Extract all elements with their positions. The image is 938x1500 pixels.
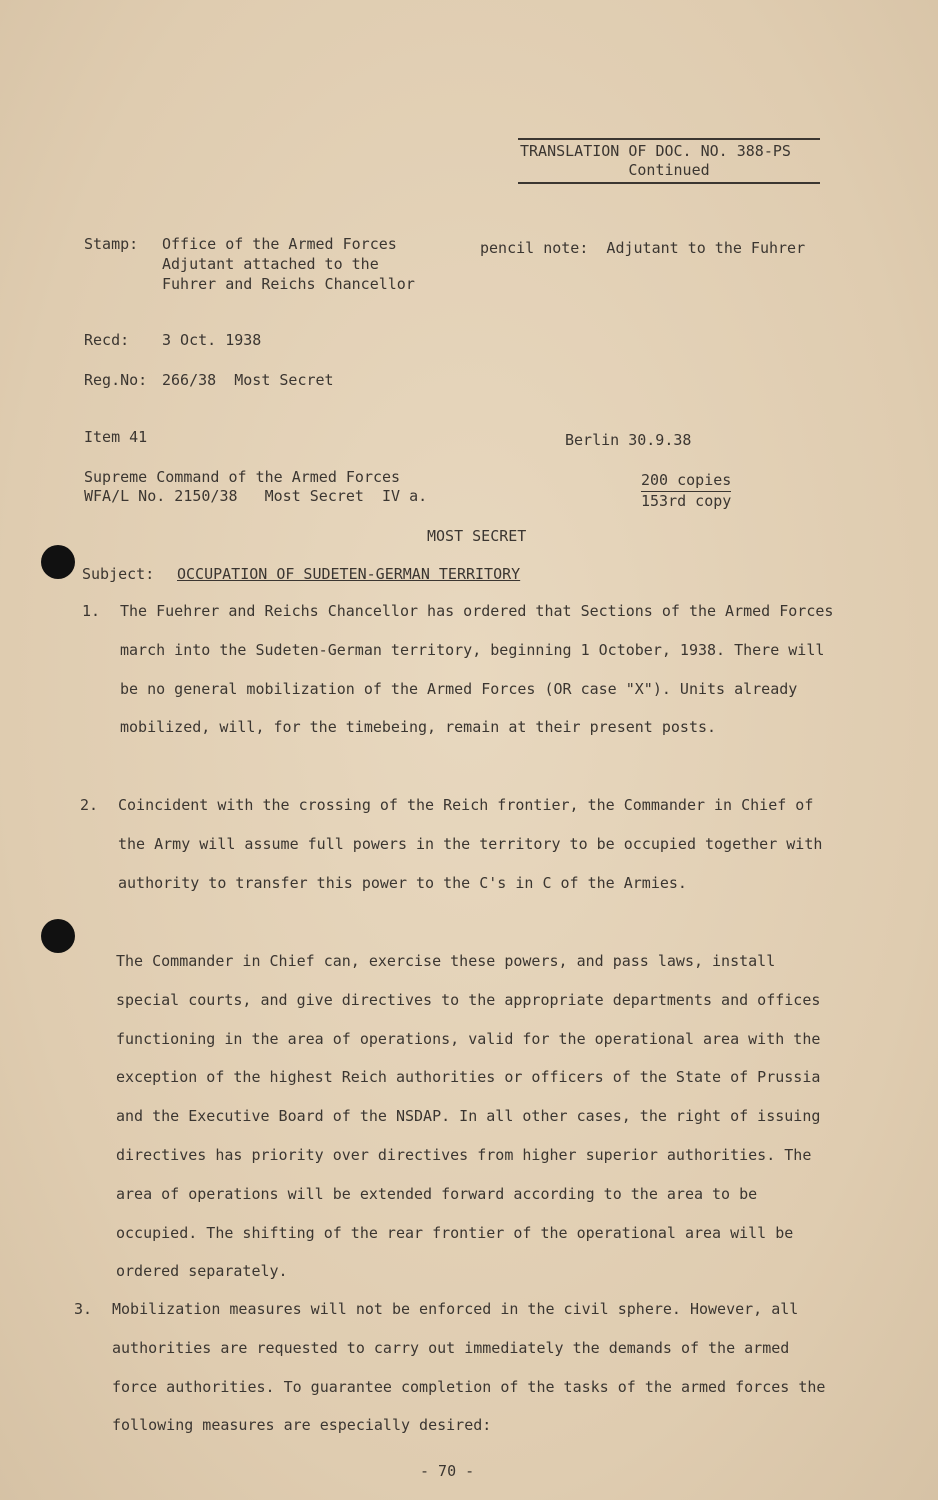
- copies-note: [641, 471, 731, 511]
- paragraph-text: Coincident with the crossing of the Reich frontier, the Commander in Chief of the Army will assume full powers in the territory to be occupied together with authority to transfer this power to the C's in C of the Armies.: [118, 796, 823, 892]
- document-subtitle: Continued: [628, 161, 710, 179]
- paragraph-text: The Fuehrer and Reichs Chancellor has ordered that Sections of the Armed Forces march into the Sudeten-German territory, beginning 1 October, 1938. There will be no general mobilization of the Armed Forces (OR case "X"). Units already mobilized, will, for the timebeing, remain at their present posts.: [120, 602, 834, 737]
- copy-number: 153rd copy: [641, 492, 732, 510]
- stamp-line-3: Fuhrer and Reichs Chancellor: [162, 275, 415, 293]
- paragraph-number: 2.: [80, 796, 99, 814]
- sender-line-2: WFA/L No. 2150/38 Most Secret IV a.: [84, 487, 428, 505]
- paragraph-number: 3.: [74, 1300, 93, 1318]
- reg-value: 266/38 Most Secret: [162, 371, 334, 389]
- copies-total: 200 copies: [641, 471, 731, 492]
- punch-hole: [41, 545, 75, 579]
- stamp-line-2: Adjutant attached to the: [162, 255, 379, 273]
- recd-value: 3 Oct. 1938: [162, 331, 262, 349]
- paragraph-text: The Commander in Chief can, exercise these powers, and pass laws, install special courts, and give directives to the appropriate departments and offices functioning in the area of operations, valid for the operational area with the exception of the highest Reich authorities or officers of the State of Prussia and the Executive Board of the NSDAP. In all other cases, the right of issuing directives has priority over directives from higher superior authorities. The area of operations will be extended forward according to the area to be occupied. The shifting of the rear frontier of the operational area will be ordered separately.: [116, 952, 821, 1281]
- document-title: TRANSLATION OF DOC. NO. 388-PS: [520, 142, 791, 160]
- stamp-line-1: Office of the Armed Forces: [162, 235, 397, 253]
- subject-label: Subject:: [82, 565, 155, 583]
- punch-hole: [41, 919, 75, 953]
- classification: MOST SECRET: [427, 527, 527, 545]
- pencil-note: pencil note: Adjutant to the Fuhrer: [480, 239, 806, 257]
- stamp-label: Stamp:: [84, 235, 139, 253]
- paragraph-number: 1.: [82, 602, 101, 620]
- item-number: Item 41: [84, 428, 148, 446]
- subject-value: OCCUPATION OF SUDETEN-GERMAN TERRITORY: [177, 565, 521, 583]
- reg-label: Reg.No:: [84, 371, 148, 389]
- recd-label: Recd:: [84, 331, 130, 349]
- page-number: - 70 -: [420, 1462, 475, 1480]
- place-date: Berlin 30.9.38: [565, 431, 692, 449]
- sender-line-1: Supreme Command of the Armed Forces: [84, 468, 401, 486]
- translation-header: [518, 138, 820, 184]
- paragraph-text: Mobilization measures will not be enforced in the civil sphere. However, all authorities are requested to carry out immediately the demands of the armed force authorities. To guarantee completion of the tasks of the armed forces the following measures are especially desired:: [112, 1300, 826, 1435]
